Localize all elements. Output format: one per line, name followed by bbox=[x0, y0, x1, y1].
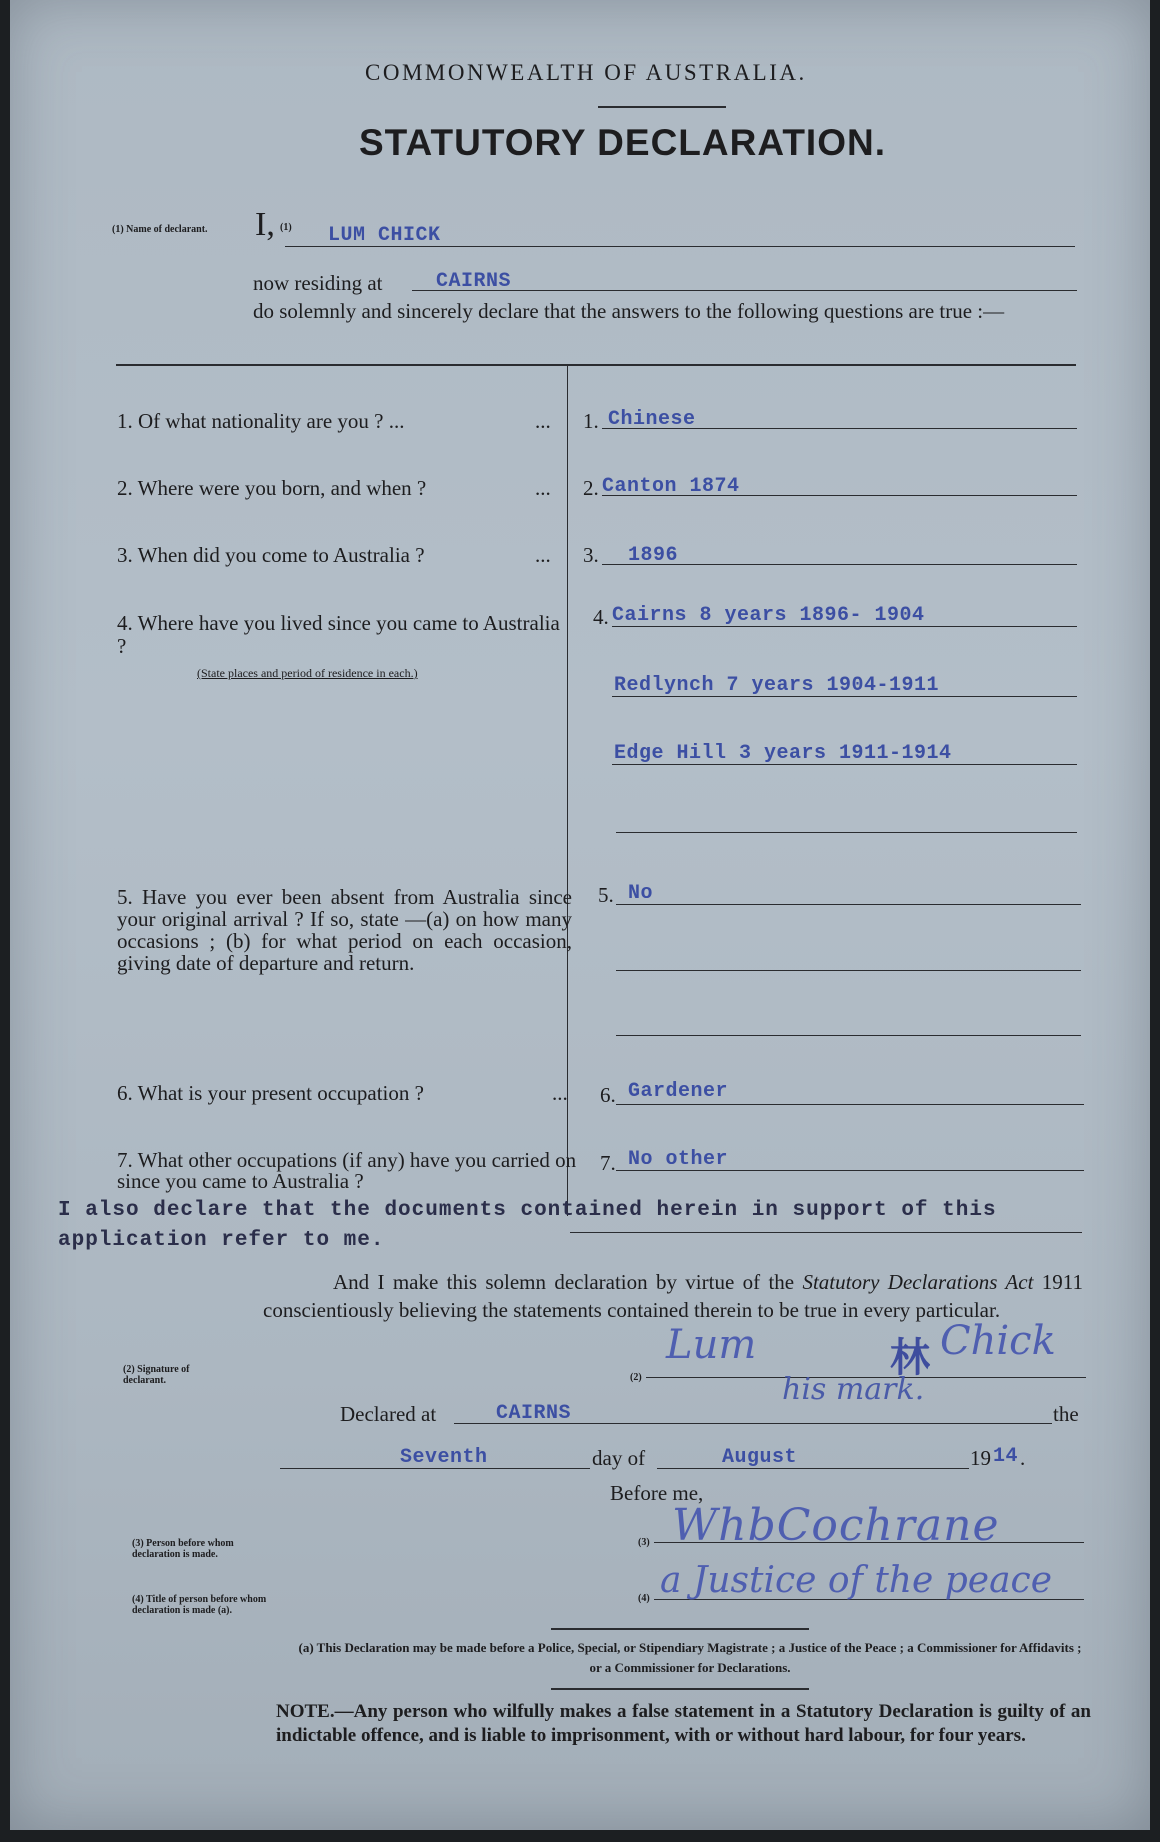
answer-1: Chinese bbox=[608, 408, 696, 431]
question-2: 2. Where were you born, and when ? bbox=[117, 476, 427, 500]
answer-7: No other bbox=[628, 1148, 729, 1171]
answer-5: No bbox=[628, 882, 654, 905]
witness-title: a Justice of the peace bbox=[660, 1560, 1053, 1601]
declared-place: CAIRNS bbox=[496, 1402, 572, 1425]
margin-note-witness: (3) Person before whom declaration is made. bbox=[132, 1538, 234, 1560]
answer-2-line bbox=[602, 495, 1077, 496]
ref-2: (2) bbox=[630, 1372, 642, 1383]
answer-4-rule3 bbox=[612, 764, 1077, 765]
declared-the: the bbox=[1053, 1402, 1079, 1426]
answer-3: 1896 bbox=[628, 544, 679, 567]
declared-year-suffix: 14 bbox=[993, 1445, 1019, 1468]
legal-note: NOTE.—Any person who wilfully makes a false statement in a Statutory Declaration is guilty of an indictable offence, and is liable to imprisonment, with or without hard labour, for four years. bbox=[276, 1701, 1091, 1746]
solemn-act: Statutory Declarations Act bbox=[802, 1270, 1034, 1294]
question-3: 3. When did you come to Australia ? bbox=[117, 543, 425, 567]
residing-label: now residing at bbox=[253, 271, 383, 295]
question-4-note: (State places and period of residence in each.) bbox=[197, 666, 418, 680]
residence-value: CAIRNS bbox=[436, 270, 512, 293]
answer-7-number: 7. bbox=[600, 1151, 616, 1175]
answer-4-line1: Cairns 8 years 1896- 1904 bbox=[612, 604, 925, 627]
answer-1-line bbox=[602, 428, 1077, 429]
declaration-paper bbox=[10, 0, 1150, 1830]
declared-day-of: day of bbox=[592, 1446, 646, 1470]
country-heading: COMMONWEALTH OF AUSTRALIA. bbox=[365, 60, 807, 85]
top-rule bbox=[116, 364, 1076, 366]
declared-day: Seventh bbox=[400, 1446, 488, 1469]
signature-chick: Chick bbox=[940, 1318, 1056, 1364]
note-rule bbox=[551, 1688, 809, 1690]
month-line bbox=[657, 1468, 969, 1469]
footnote: (a) This Declaration may be made before a Police, Special, or Stipendiary Magistrate ; a Justice of the Peace ; a Commissioner for Affidavits ; or a Commissioner for Declarations. bbox=[298, 1640, 1082, 1675]
answer-5-rule3 bbox=[616, 1035, 1081, 1036]
answer-4-rule4 bbox=[616, 832, 1077, 833]
additional-rule bbox=[570, 1232, 1082, 1233]
question-6-dots: ... bbox=[552, 1081, 568, 1105]
declared-at-label: Declared at bbox=[340, 1402, 437, 1426]
answer-7-line bbox=[616, 1170, 1084, 1171]
declare-text: do solemnly and sincerely declare that the answers to the following questions are true :— bbox=[253, 299, 1005, 323]
question-6: 6. What is your present occupation ? bbox=[117, 1081, 424, 1105]
footnote-rule bbox=[551, 1628, 809, 1630]
answer-3-number: 3. bbox=[583, 543, 599, 567]
margin-note-declarant: (1) Name of declarant. bbox=[112, 224, 208, 235]
declarant-name: LUM CHICK bbox=[328, 224, 441, 247]
question-2-dots: ... bbox=[535, 476, 551, 500]
declared-place-line bbox=[454, 1423, 1052, 1424]
witness-signature: WhbCochrane bbox=[672, 1500, 1000, 1551]
solemn-part2: 1911 conscientiously believing the statements contained therein to be true in every particular. bbox=[263, 1270, 1083, 1322]
answer-5-rule1 bbox=[616, 904, 1081, 905]
ref-1: (1) bbox=[280, 222, 292, 233]
additional-declaration: I also declare that the documents contained herein in support of this application refer to me. bbox=[58, 1199, 997, 1252]
margin-note-signature: (2) Signature of declarant. bbox=[123, 1364, 190, 1386]
answer-4-rule2 bbox=[612, 696, 1077, 697]
before-me: Before me, bbox=[610, 1481, 704, 1505]
margin-note-title: (4) Title of person before whom declaration is made (a). bbox=[132, 1594, 267, 1616]
answer-3-line bbox=[602, 564, 1077, 565]
question-3-dots: ... bbox=[535, 543, 551, 567]
name-line bbox=[285, 246, 1075, 247]
answer-5-rule2 bbox=[616, 970, 1081, 971]
question-1: 1. Of what nationality are you ? ... bbox=[117, 409, 405, 433]
signature-lum: Lum bbox=[666, 1322, 757, 1368]
residence-line bbox=[412, 290, 1077, 291]
document-title: STATUTORY DECLARATION. bbox=[359, 122, 886, 163]
question-4: 4. Where have you lived since you came to Australia ? bbox=[117, 611, 560, 658]
question-7: 7. What other occupations (if any) have you carried on since you came to Australia ? bbox=[117, 1148, 577, 1193]
declared-year-dot: . bbox=[1020, 1446, 1026, 1470]
answer-6: Gardener bbox=[628, 1080, 729, 1103]
answer-4-rule1 bbox=[612, 626, 1077, 627]
answer-2-number: 2. bbox=[583, 476, 599, 500]
answer-4-number: 4. bbox=[593, 605, 609, 629]
answer-2: Canton 1874 bbox=[602, 475, 740, 498]
answer-4-line2: Redlynch 7 years 1904-1911 bbox=[614, 674, 940, 697]
header-rule bbox=[598, 106, 726, 108]
answer-6-number: 6. bbox=[600, 1083, 616, 1107]
pronoun-i: I, bbox=[255, 206, 275, 243]
ref-4: (4) bbox=[638, 1593, 650, 1604]
signature-chinese: 林 bbox=[890, 1335, 930, 1381]
signature-mark: his mark. bbox=[782, 1372, 925, 1407]
answer-4-line3: Edge Hill 3 years 1911-1914 bbox=[614, 742, 952, 765]
declared-month: August bbox=[722, 1446, 798, 1469]
question-1-dots: ... bbox=[535, 409, 551, 433]
answer-5-number: 5. bbox=[598, 883, 614, 907]
answer-1-number: 1. bbox=[583, 409, 599, 433]
solemn-part1: And I make this solemn declaration by virtue of the bbox=[333, 1270, 795, 1294]
declared-year-prefix: 19 bbox=[970, 1446, 991, 1470]
ref-3: (3) bbox=[638, 1537, 650, 1548]
question-5: 5. Have you ever been absent from Australia since your original arrival ? If so, state —(a) on how many occasions ; (b) for what period on each occasion, giving date of departure and return. bbox=[117, 885, 572, 975]
answer-6-line bbox=[616, 1104, 1084, 1105]
solemn-text bbox=[263, 1268, 1083, 1324]
